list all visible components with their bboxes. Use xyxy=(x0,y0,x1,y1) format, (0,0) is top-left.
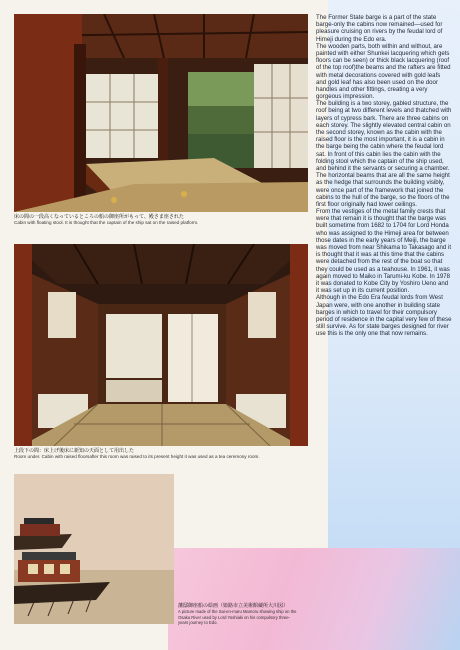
painting-state-barge xyxy=(14,474,174,624)
caption-photo-1-english: Cabin with floating stool. It is thought that the captain of the ship sat on the raised platform. xyxy=(14,220,199,225)
caption-photo-3 xyxy=(178,604,298,625)
caption-photo-1 xyxy=(14,214,310,226)
caption-photo-3-english: A picture made of the Sai-en-maru Mamoru showing ship on the Osaka River used by Lord Yoshiaki on his compulsory three-years journey to Edo. xyxy=(178,609,297,625)
article-paragraph: From the vestiges of the metal family crests that were that remain it is thought that the barge was built sometime from 1682 to 1704 for Lord Honda who was assigned to the Himeji area for between those dates in the early years of Meiji, the barge was moved from near Shikama to Takasago and it is thought that it was at this time that the cabins were detached from the rest of the boat so that they could be used as a teahouse. In 1961, it was again moved to Maiko in Tarumi-ku Kobe. In 1978 it was donated to Kobe City by Yoshiro Ueno and it was set up in its current position. xyxy=(316,208,452,295)
photo-lower-room xyxy=(14,244,308,446)
caption-photo-2-english: Room under. Cabin with raised floorsafter this room was raised to its present height it was used as a tea ceremony room. xyxy=(14,454,260,459)
caption-photo-3-japanese: 藩邸御座船の絵画（姫路市立美術館蔵所大川図） xyxy=(178,603,289,609)
article-paragraph: The building is a two storey, gabled structure, the roof being at two different levels and thatched with layers of cypress bark. There are three cabins on each storey. The slightly elevated central cabin on the second storey, known as the cabin with the raised floor is the most important, it is a cabin in the barge being the cabin where the feudal lord sat. In front of this cabin lies the cabin with the folding stool which the captain of the ship used, and behind it the servants or securing a chamber. The horizontal beams that are all the same height as the hedge that surrounds the building visibly, were once part of the framework that joined the cabins to the hull of the barge, so the floors of the first floor originally had lower ceilings. xyxy=(316,100,452,208)
caption-photo-2-japanese: 上段下の間：床上げ後床に新知の天面として用出した xyxy=(14,448,135,454)
article-paragraph: Although in the Edo Era feudal lords from West Japan were, with one another in building state barges in which to travel for their compulsory period of residence in the capital very few of these still survive. As for state barges designed for river use this is the only one that now remains. xyxy=(316,294,452,338)
caption-photo-1-japanese: 床の間の一段高くなっているところの船の御座所がもって、殿さま座された xyxy=(14,214,184,220)
article-paragraph: The Former State barge is a part of the state barge-only the cabins now remained—used for pleasure cruising on rivers by the feudal lord of Himeji during the Edo era. xyxy=(316,14,443,43)
article-paragraph: The wooden parts, both within and without, are painted with either Shunkei lacquering which gets floors can be seen) or thick black lacquering (roof of the top roof)the beams and the rafters are fitted with metal decorations covered with gold leafs and gold leaf has also been used on the door handles and other fittings, creating a very gorgeous impression. xyxy=(316,42,451,101)
caption-photo-2 xyxy=(14,448,310,460)
article-text xyxy=(316,14,452,640)
photo-raised-platform-cabin xyxy=(14,14,308,212)
